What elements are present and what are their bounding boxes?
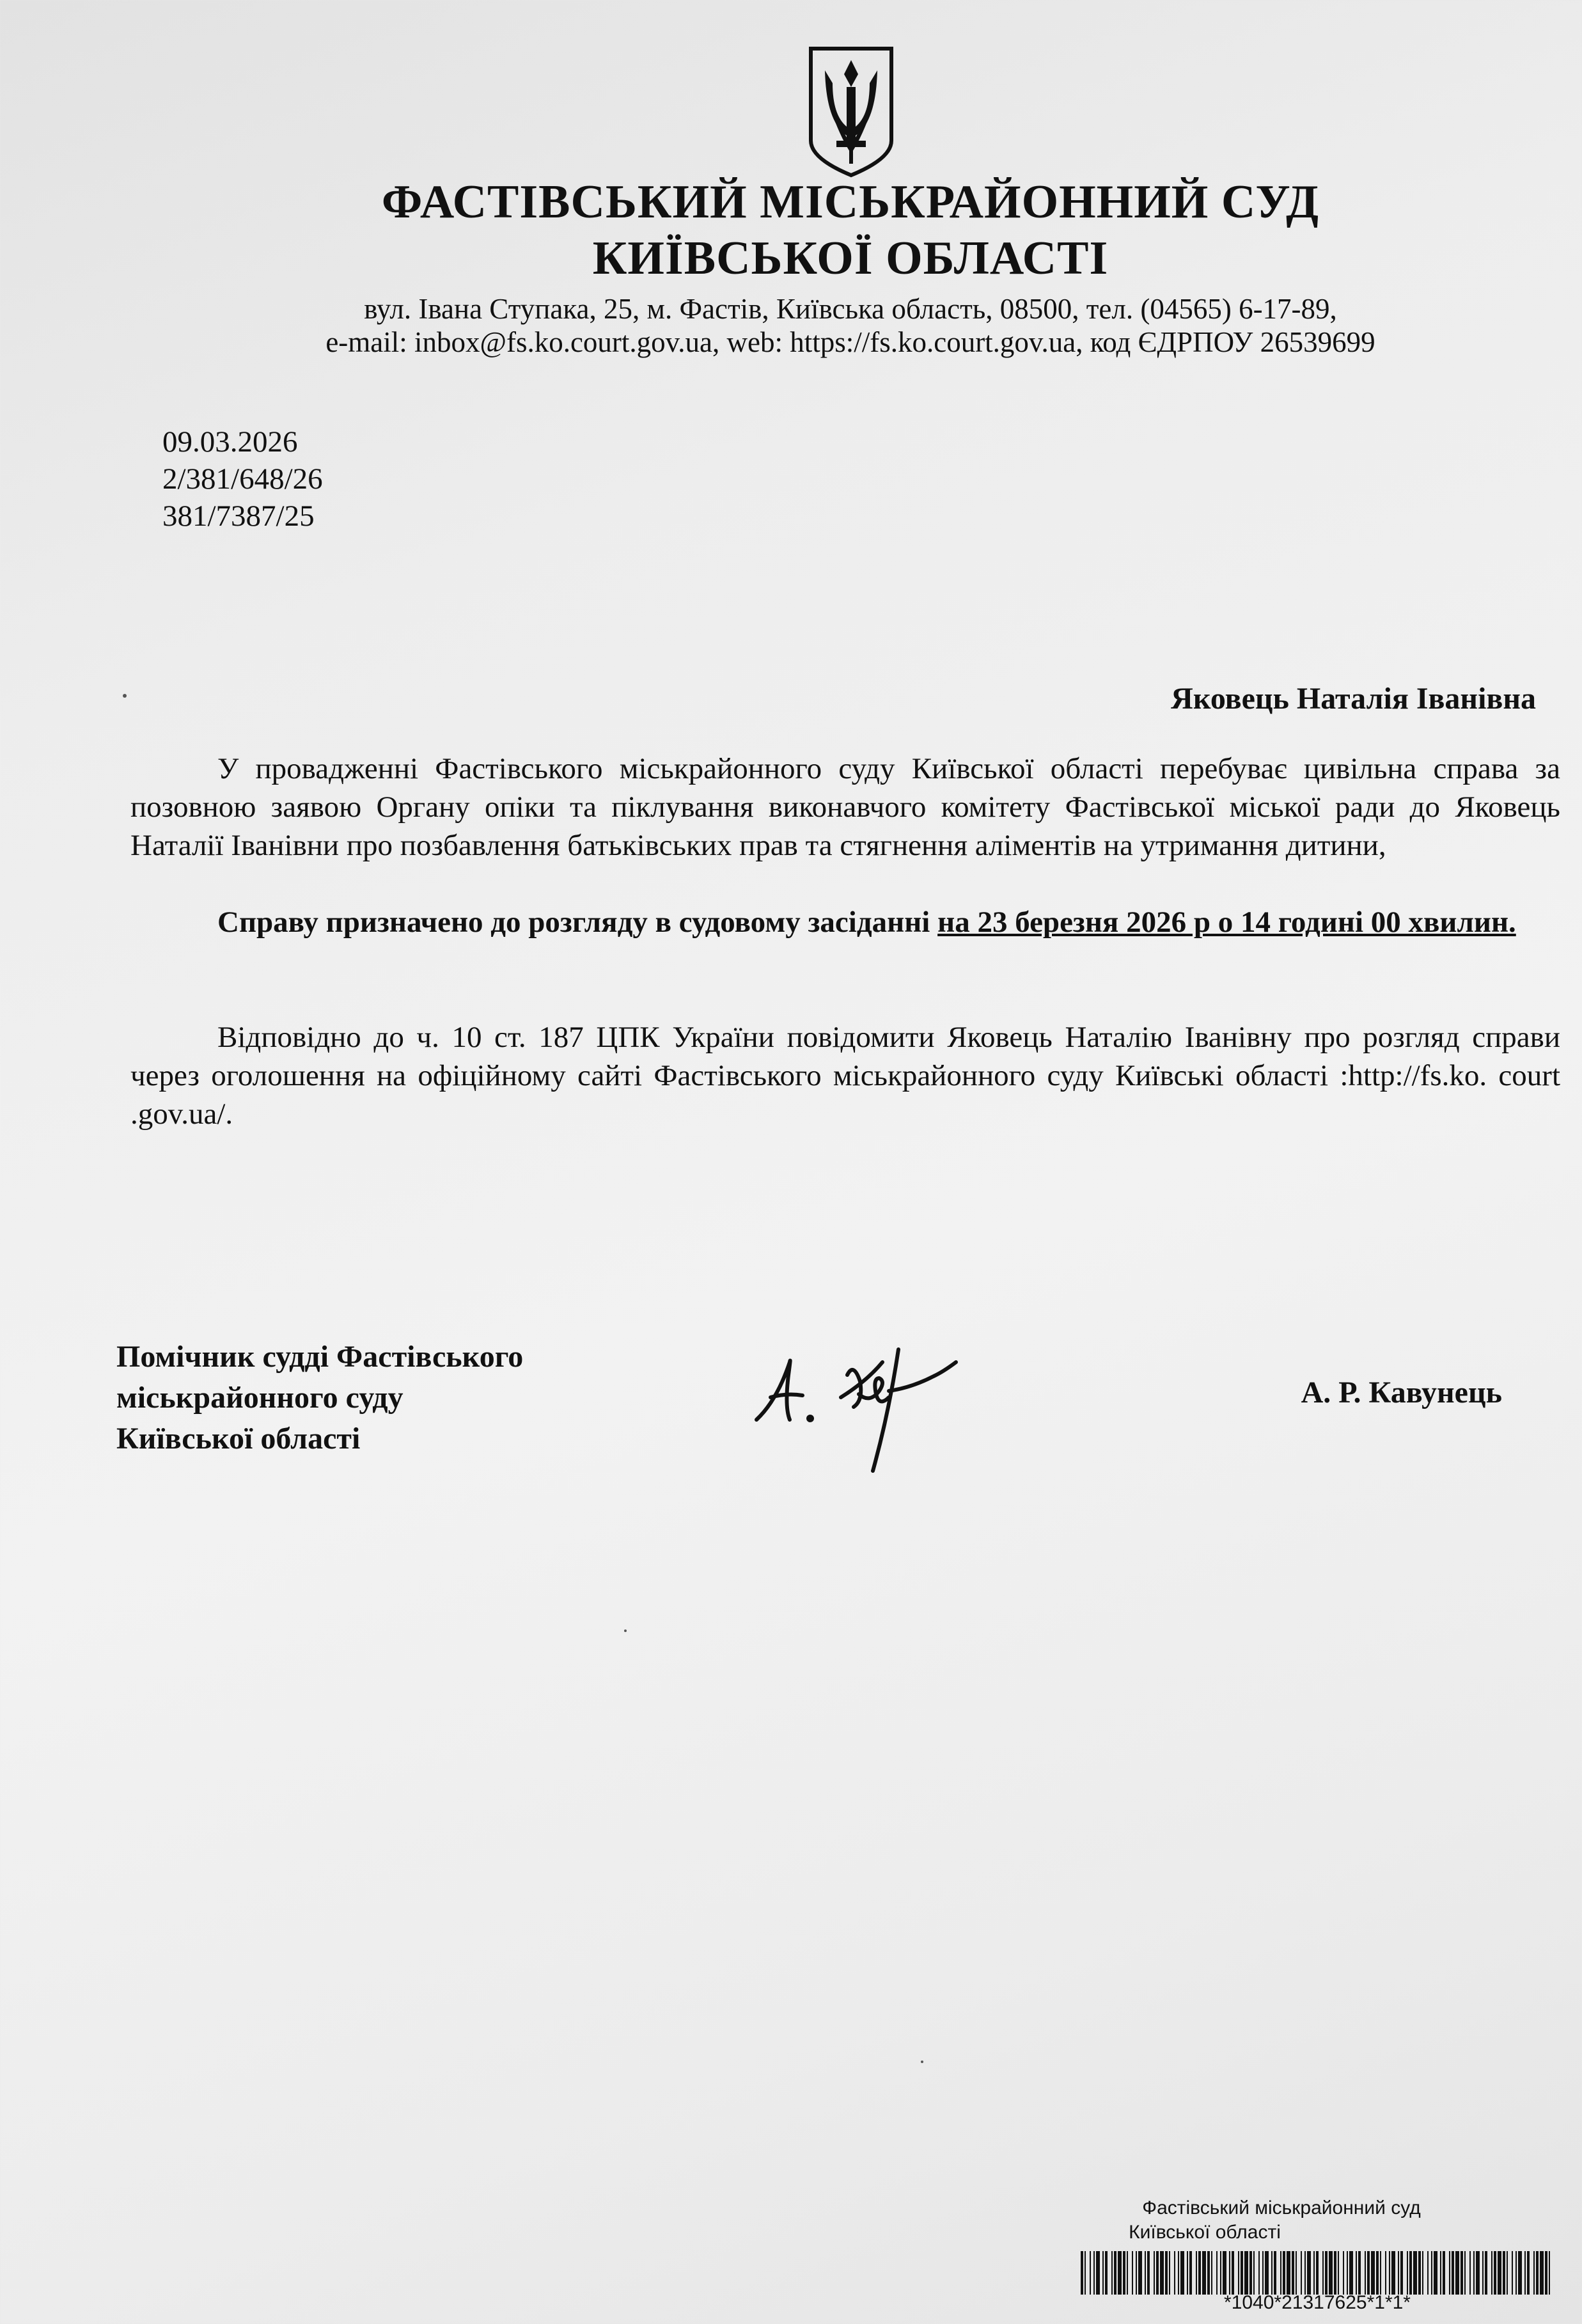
barcode-bar — [1136, 2251, 1137, 2295]
barcode-bar — [1469, 2251, 1471, 2295]
signer-name: А. Р. Кавунець — [1301, 1376, 1502, 1409]
stamp-region: Київської області — [1129, 2222, 1281, 2243]
barcode-bar — [1138, 2251, 1142, 2295]
barcode-bar — [1258, 2251, 1260, 2295]
barcode-bar — [1187, 2251, 1188, 2295]
barcode-bar — [1338, 2251, 1339, 2295]
barcode-bar — [1132, 2251, 1133, 2295]
position-line1: Помічник судді Фастівського — [116, 1340, 524, 1374]
position-line3: Київської області — [116, 1422, 361, 1456]
barcode-bar — [1515, 2251, 1517, 2295]
barcode-bar — [1367, 2251, 1370, 2295]
barcode-bar — [1549, 2251, 1550, 2295]
barcode-bar — [1391, 2251, 1395, 2295]
barcode-bar — [1253, 2251, 1255, 2295]
barcode-bar — [1283, 2251, 1285, 2295]
barcode-bar — [1085, 2251, 1086, 2295]
barcode-bar — [1244, 2251, 1248, 2295]
barcode-bar — [1111, 2251, 1113, 2295]
position-line2: міськрайонного суду — [116, 1381, 403, 1415]
barcode-bar — [1343, 2251, 1344, 2295]
barcode-bar — [1398, 2251, 1399, 2295]
barcode-bar — [1407, 2251, 1408, 2295]
barcode-bar — [1090, 2251, 1091, 2295]
barcode-bar — [1313, 2251, 1315, 2295]
court-name-line2: КИЇВСЬКОЇ ОБЛАСТІ — [592, 232, 1109, 285]
stamp-court-name: Фастівський міськрайонний суд — [1142, 2197, 1421, 2218]
barcode-bar — [1449, 2251, 1450, 2295]
barcode-bar — [1147, 2251, 1150, 2295]
barcode-bar — [1223, 2251, 1226, 2295]
barcode-bar — [1380, 2251, 1381, 2295]
barcode-bar — [1160, 2251, 1164, 2295]
barcode-bar — [1265, 2251, 1269, 2295]
body-paragraph-3 — [130, 1018, 1560, 1133]
barcode-bar — [1304, 2251, 1306, 2295]
hearing-datetime: на 23 березня 2026 р о 14 годині 00 хвилин. — [937, 906, 1516, 939]
speck — [921, 2061, 923, 2063]
court-contacts: e-mail: inbox@fs.ko.court.gov.ua, web: https://fs.ko.court.gov.ua, код ЄДРПОУ 26539699 — [325, 326, 1375, 358]
barcode-bar — [1349, 2251, 1353, 2295]
barcode-bar — [1169, 2251, 1170, 2295]
barcode-bar — [1540, 2251, 1544, 2295]
barcode-bar — [1123, 2251, 1125, 2295]
barcode-bar — [1518, 2251, 1522, 2295]
barcode-bar — [1232, 2251, 1234, 2295]
barcode-bar — [1322, 2251, 1324, 2295]
barcode-bar — [1455, 2251, 1459, 2295]
barcode-bar — [1096, 2251, 1100, 2295]
barcode-bar — [1274, 2251, 1276, 2295]
barcode-bar — [1356, 2251, 1357, 2295]
barcode-bar — [1494, 2251, 1496, 2295]
barcode-bar — [1473, 2251, 1475, 2295]
barcode-bar — [1431, 2251, 1432, 2295]
barcode-bar — [1102, 2251, 1104, 2295]
hearing-notice — [130, 903, 1560, 941]
barcode-bar — [1385, 2251, 1386, 2295]
barcode-bar — [1316, 2251, 1319, 2295]
barcode-bar — [1307, 2251, 1311, 2295]
barcode-bar — [1400, 2251, 1403, 2295]
barcode-bar — [1093, 2251, 1095, 2295]
barcode-bar — [1220, 2251, 1221, 2295]
barcode-bar — [1178, 2251, 1179, 2295]
barcode-bar — [1292, 2251, 1294, 2295]
barcode-bar — [1081, 2251, 1083, 2295]
barcode-bar — [1491, 2251, 1492, 2295]
outgoing-number: 2/381/648/26 — [162, 462, 323, 496]
barcode-bar — [1536, 2251, 1539, 2295]
speck — [624, 1629, 627, 1632]
barcode-bar — [1409, 2251, 1412, 2295]
barcode-bar — [1198, 2251, 1201, 2295]
court-name-line1: ФАСТІВСЬКИЙ МІСЬКРАЙОННИЙ СУД — [381, 176, 1320, 228]
barcode-bar — [1440, 2251, 1441, 2295]
barcode-bar — [1389, 2251, 1390, 2295]
body-paragraph-2 — [130, 903, 1560, 941]
barcode-bar — [1216, 2251, 1218, 2295]
barcode-bar — [1427, 2251, 1429, 2295]
signer-position — [116, 1337, 523, 1459]
barcode-bar — [1325, 2251, 1327, 2295]
barcode-bar — [1249, 2251, 1252, 2295]
barcode-bar — [1165, 2251, 1168, 2295]
barcode-bar — [1301, 2251, 1302, 2295]
case-number: 381/7387/25 — [162, 499, 315, 533]
barcode-bar — [1241, 2251, 1243, 2295]
barcode-bar — [1296, 2251, 1297, 2295]
barcode-bar — [1145, 2251, 1146, 2295]
body-paragraph-1 — [130, 750, 1560, 865]
barcode-bar — [1482, 2251, 1484, 2295]
barcode-bar — [1127, 2251, 1128, 2295]
barcode-bar — [1365, 2251, 1366, 2295]
barcode-bar — [1156, 2251, 1159, 2295]
barcode-bar — [1329, 2251, 1333, 2295]
handwritten-signature-icon — [751, 1337, 1007, 1477]
trident-coat-of-arms-icon — [807, 45, 895, 179]
hearing-intro: Справу призначено до розгляду в судовому засіданні — [217, 906, 938, 939]
barcode-bar — [1280, 2251, 1281, 2295]
barcode-bar — [1545, 2251, 1547, 2295]
barcode-bar — [1464, 2251, 1466, 2295]
barcode-bar — [1287, 2251, 1290, 2295]
recipient-name: Яковець Наталія Іванівна — [1171, 682, 1536, 716]
barcode-bar — [1196, 2251, 1197, 2295]
barcode-bar — [1434, 2251, 1437, 2295]
barcode-bar — [1443, 2251, 1445, 2295]
barcode-bar — [1524, 2251, 1526, 2295]
barcode-bar — [1174, 2251, 1175, 2295]
barcode-bar — [1527, 2251, 1530, 2295]
barcode-bar — [1507, 2251, 1508, 2295]
barcode-bar — [1189, 2251, 1192, 2295]
barcode-bar — [1503, 2251, 1505, 2295]
barcode-bar — [1211, 2251, 1212, 2295]
barcode-bar — [1154, 2251, 1155, 2295]
barcode-bar — [1271, 2251, 1273, 2295]
barcode-bar — [1418, 2251, 1421, 2295]
court-address: вул. Івана Ступака, 25, м. Фастів, Київська область, 08500, тел. (04565) 6-17-89, — [364, 293, 1337, 325]
barcode-bar — [1358, 2251, 1361, 2295]
barcode-bar — [1533, 2251, 1535, 2295]
barcode-bar — [1485, 2251, 1487, 2295]
barcode-bar — [1476, 2251, 1480, 2295]
barcode-bar — [1229, 2251, 1230, 2295]
barcode-bar — [1376, 2251, 1379, 2295]
barcode-bar — [1262, 2251, 1264, 2295]
barcode-number: *1040*21317625*1*1* — [1224, 2292, 1411, 2313]
barcode-bar — [1118, 2251, 1122, 2295]
barcode-bar — [1207, 2251, 1210, 2295]
case-description: У провадженні Фастівського міськрайонного суду Київської області перебуває цивільна справа за позовною заявою Органу опіки та піклування виконавчого комітету Фастівської міської ради до Яковець Наталії Іванівни про позбавлення батьківських прав та стягнення аліментів на утримання дитини, — [130, 752, 1560, 862]
barcode-bar — [1334, 2251, 1336, 2295]
barcode-bar — [1371, 2251, 1375, 2295]
barcode-bar — [1180, 2251, 1184, 2295]
barcode-bar — [1452, 2251, 1454, 2295]
barcode-bar — [1114, 2251, 1116, 2295]
barcode-icon — [1081, 2251, 1554, 2295]
barcode-bar — [1498, 2251, 1501, 2295]
barcode-bar — [1512, 2251, 1513, 2295]
barcode-bar — [1422, 2251, 1423, 2295]
barcode-bar — [1347, 2251, 1348, 2295]
barcode-bar — [1105, 2251, 1108, 2295]
barcode-bar — [1413, 2251, 1417, 2295]
notification-text: Відповідно до ч. 10 ст. 187 ЦПК України повідомити Яковець Наталію Іванівну про розгляд справи через оголошення на офіційному сайті Фастівського міськрайонного суду Київські області :http://fs.ko. court .gov.ua/. — [130, 1021, 1560, 1131]
barcode-bar — [1202, 2251, 1206, 2295]
document-date: 09.03.2026 — [162, 425, 298, 459]
speck — [123, 694, 127, 698]
barcode-bar — [1238, 2251, 1239, 2295]
barcode-bar — [1461, 2251, 1463, 2295]
